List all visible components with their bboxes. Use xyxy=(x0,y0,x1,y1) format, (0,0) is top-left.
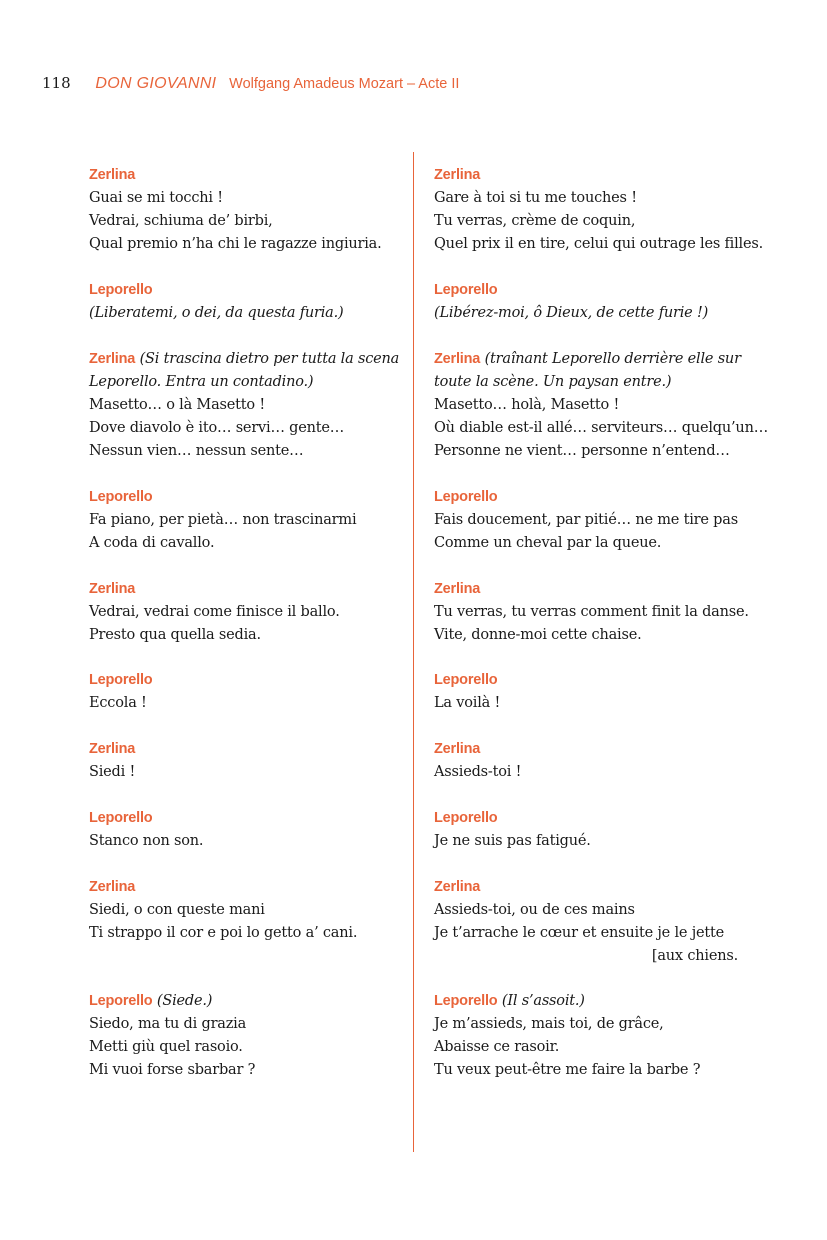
opera-title: DON GIOVANNI xyxy=(95,75,217,92)
verse-line: Eccola ! xyxy=(89,695,147,711)
verse-line: Fais doucement, par pitié… ne me tire pas xyxy=(434,512,738,528)
speaker-name: Zerlina xyxy=(89,351,136,367)
verse-line: Fa piano, per pietà… non trascinarmi xyxy=(89,512,357,528)
speaker-name: Zerlina xyxy=(89,741,136,757)
stage-direction: (Si trascina dietro per tutta la scena xyxy=(139,351,400,367)
speaker-name: Leporello xyxy=(434,282,498,298)
dialogue-block xyxy=(434,876,754,968)
verse-line: Stanco non son. xyxy=(89,833,204,849)
verse-line: Presto qua quella sedia. xyxy=(89,627,261,643)
verse-line: Dove diavolo è ito… servi… gente… xyxy=(89,420,345,436)
speaker-name: Leporello xyxy=(89,282,153,298)
verse-line: Qual premio n’ha chi le ragazze ingiuria. xyxy=(89,236,382,252)
verse-line: A coda di cavallo. xyxy=(89,535,215,551)
verse-line: Je m’assieds, mais toi, de grâce, xyxy=(434,1016,664,1032)
speaker-name: Leporello xyxy=(434,489,498,505)
dialogue-block xyxy=(434,348,769,463)
dialogue-block xyxy=(434,807,754,853)
verse-line: Vedrai, vedrai come finisce il ballo. xyxy=(89,604,340,620)
speaker-name: Leporello xyxy=(434,810,498,826)
verse-line: Masetto… o là Masetto ! xyxy=(89,397,265,413)
speaker-name: Zerlina xyxy=(434,351,481,367)
speaker-name: Leporello xyxy=(89,993,153,1009)
verse-line: Siedi, o con queste mani xyxy=(89,902,265,918)
stage-direction: (Il s’assoit.) xyxy=(501,993,585,1009)
dialogue-block xyxy=(89,990,409,1082)
dialogue-block xyxy=(89,807,409,853)
verse-line: Gare à toi si tu me touches ! xyxy=(434,190,637,206)
dialogue-block xyxy=(89,164,409,256)
dialogue-block xyxy=(89,876,409,945)
dialogue-block xyxy=(434,486,754,555)
stage-direction: Leporello. Entra un contadino.) xyxy=(89,374,314,390)
dialogue-block xyxy=(89,279,409,325)
verse-line: Mi vuoi forse sbarbar ? xyxy=(89,1062,256,1078)
page-header xyxy=(42,73,459,94)
verse-line: (Liberatemi, o dei, da questa furia.) xyxy=(89,305,344,321)
stage-direction: (Siede.) xyxy=(156,993,213,1009)
dialogue-block xyxy=(89,348,409,463)
dialogue-block xyxy=(434,738,754,784)
speaker-name: Zerlina xyxy=(434,879,481,895)
verse-line: Ti strappo il cor e poi lo getto a’ cani. xyxy=(89,925,358,941)
verse-line: Comme un cheval par la queue. xyxy=(434,535,662,551)
verse-line: Abaisse ce rasoir. xyxy=(434,1039,560,1055)
verse-line: Metti giù quel rasoio. xyxy=(89,1039,243,1055)
dialogue-block xyxy=(89,578,409,647)
verse-line: Tu verras, tu verras comment finit la danse. xyxy=(434,604,749,620)
speaker-name: Leporello xyxy=(89,672,153,688)
verse-line: Où diable est-il allé… serviteurs… quelqu’un… xyxy=(434,420,769,436)
verse-line: (Libérez-moi, ô Dieux, de cette furie !) xyxy=(434,305,709,321)
verse-line: Personne ne vient… personne n’entend… xyxy=(434,443,730,459)
stage-direction: (traînant Leporello derrière elle sur xyxy=(484,351,741,367)
stage-direction: toute la scène. Un paysan entre.) xyxy=(434,374,672,390)
dialogue-block xyxy=(434,669,754,715)
verse-line: Assieds-toi, ou de ces mains xyxy=(434,902,635,918)
verse-line: Vedrai, schiuma de’ birbi, xyxy=(89,213,273,229)
speaker-name: Zerlina xyxy=(89,879,136,895)
speaker-name: Leporello xyxy=(434,672,498,688)
verse-line: Guai se mi tocchi ! xyxy=(89,190,223,206)
verse-line: Tu verras, crème de coquin, xyxy=(434,213,636,229)
page-number: 118 xyxy=(42,74,71,92)
verse-line: Masetto… holà, Masetto ! xyxy=(434,397,620,413)
verse-line: Je t’arrache le cœur et ensuite je le jette xyxy=(434,925,725,941)
dialogue-block xyxy=(89,486,409,555)
verse-line: Nessun vien… nessun sente… xyxy=(89,443,304,459)
dialogue-block xyxy=(434,990,754,1082)
header-subtitle: Wolfgang Amadeus Mozart – Acte II xyxy=(229,76,460,92)
speaker-name: Leporello xyxy=(89,810,153,826)
dialogue-block xyxy=(434,578,754,647)
verse-line: Tu veux peut-être me faire la barbe ? xyxy=(434,1062,701,1078)
column-divider xyxy=(413,152,414,1152)
dialogue-block xyxy=(89,738,409,784)
dialogue-block xyxy=(434,279,754,325)
verse-line: Quel prix il en tire, celui qui outrage les filles. xyxy=(434,236,764,252)
speaker-name: Zerlina xyxy=(434,581,481,597)
verse-line: Siedi ! xyxy=(89,764,136,780)
speaker-name: Zerlina xyxy=(434,741,481,757)
verse-line: Assieds-toi ! xyxy=(434,764,522,780)
verse-line: Je ne suis pas fatigué. xyxy=(434,833,591,849)
speaker-name: Leporello xyxy=(89,489,153,505)
speaker-name: Zerlina xyxy=(434,167,481,183)
speaker-name: Zerlina xyxy=(89,581,136,597)
verse-line: Vite, donne-moi cette chaise. xyxy=(434,627,642,643)
verse-line-continuation: [aux chiens. xyxy=(651,948,738,964)
verse-line: Siedo, ma tu di grazia xyxy=(89,1016,247,1032)
speaker-name: Leporello xyxy=(434,993,498,1009)
dialogue-block xyxy=(434,164,764,256)
dialogue-block xyxy=(89,669,409,715)
speaker-name: Zerlina xyxy=(89,167,136,183)
verse-line: La voilà ! xyxy=(434,695,501,711)
